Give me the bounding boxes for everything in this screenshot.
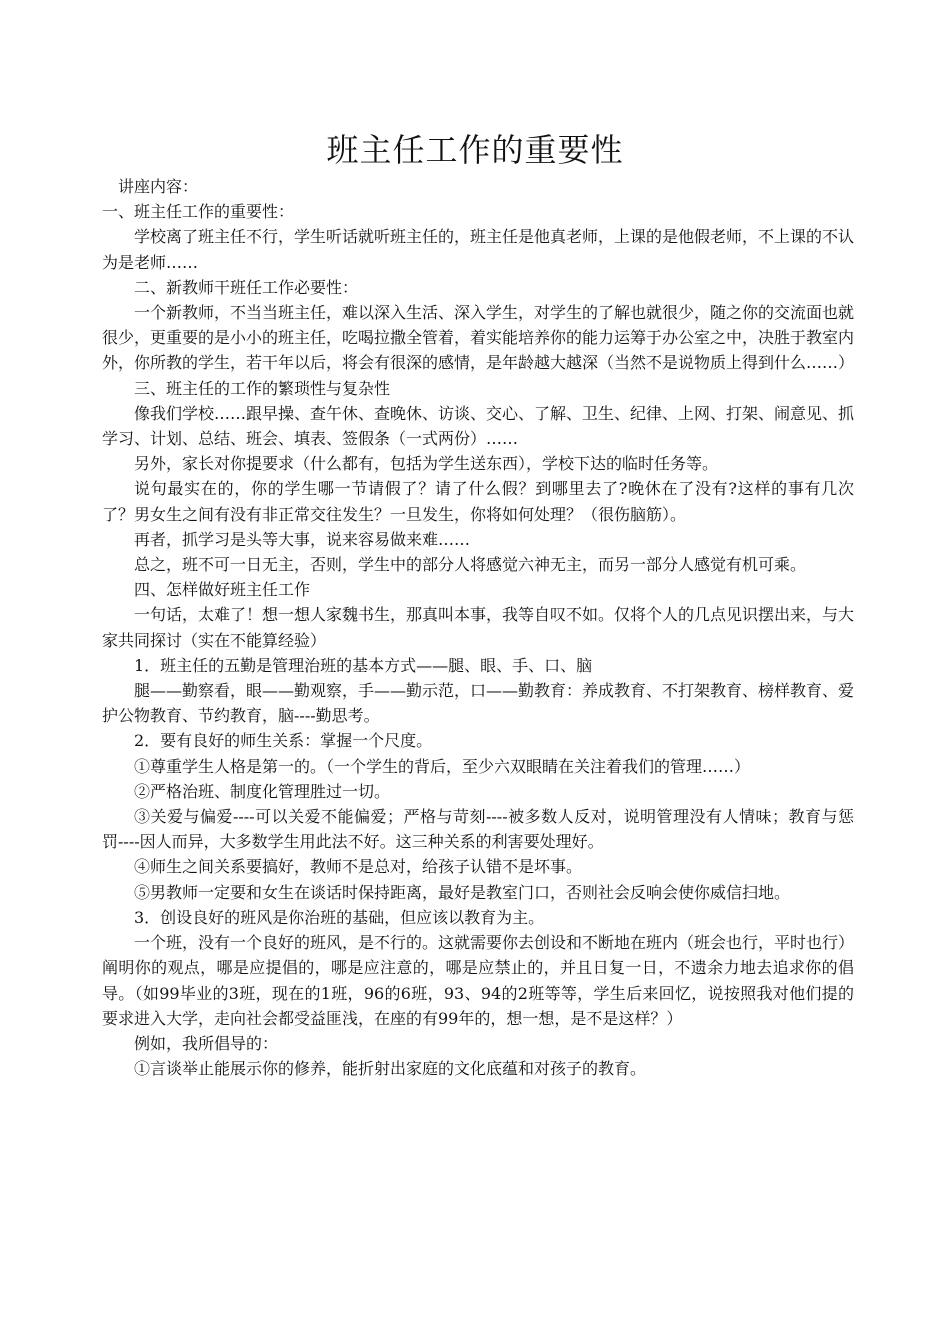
document-title: 班主任工作的重要性 bbox=[326, 131, 624, 169]
paragraph: 讲座内容： bbox=[118, 177, 199, 196]
paragraph: 2．要有良好的师生关系：掌握一个尺度。 bbox=[134, 731, 433, 751]
paragraph: 一句话，太难了！想一想人家魏书生，那真叫本事，我等自叹不如。仅将个人的几点见识摆出来，与大家共同探讨（实在不能算经验） bbox=[102, 605, 855, 650]
paragraph: 说句最实在的，你的学生哪一节请假了？请了什么假？到哪里去了?晚休在了没有?这样的事有几次了？男女生之间有没有非正常交往发生？一旦发生，你将如何处理？（很伤脑筋）。 bbox=[102, 479, 854, 524]
paragraph: ⑤男教师一定要和女生在谈话时保持距离，最好是教室门口，否则社会反响会使你威信扫地。 bbox=[134, 882, 791, 902]
paragraph: 腿——勤察看，眼——勤观察，手——勤示范，口——勤教育：养成教育、不打架教育、榜样教育、爱护公物教育、节约教育，脑----勤思考。 bbox=[102, 681, 855, 726]
paragraph: ②严格治班、制度化管理胜过一切。 bbox=[134, 781, 391, 801]
paragraph: ①言谈举止能展示你的修养，能折射出家庭的文化底蕴和对孩子的教育。 bbox=[134, 1059, 647, 1079]
paragraph: ③关爱与偏爱----可以关爱不能偏爱；严格与苛刻----被多数人反对，说明管理没有人情味；教育与惩罚----因人而异，大多数学生用此法不好。这三种关系的利害要处理好。 bbox=[102, 807, 854, 852]
paragraph: 二、新教师干班任工作必要性： bbox=[134, 277, 359, 297]
paragraph: 三、班主任的工作的繁琐性与复杂性 bbox=[134, 378, 391, 398]
paragraph: 一个新教师，不当当班主任，难以深入生活、深入学生，对学生的了解也就很少，随之你的交流面也就很少，更重要的是小小的班主任，吃喝拉撒全管着，着实能培养你的能力运筹于办公室之中，决胜于教室内外，你所教的学生，若干年以后，将会有很深的感情，是年龄越大越深（当然不是说物质上得到什么……） bbox=[102, 303, 855, 373]
paragraph: 再者，抓学习是头等大事，说来容易做来难…… bbox=[134, 529, 471, 549]
paragraph: ①尊重学生人格是第一的。（一个学生的背后，至少六双眼睛在关注着我们的管理……） bbox=[134, 756, 751, 776]
paragraph: 一个班，没有一个良好的班风，是不行的。这就需要你去创设和不断地在班内（班会也行，平时也行）阐明你的观点，哪是应提倡的，哪是应注意的，哪是应禁止的，并且日复一日，不遗余力地去追求你的倡导。（如99毕业的3班，现在的1班，96的6班，93、94的2班等等，学生后来回忆，说按照我对他们提的要求进入大学，走向社会都受益匪浅，在座的有99年的，想一想，是不是这样？） bbox=[102, 933, 855, 1028]
paragraph: 例如，我所倡导的： bbox=[134, 1033, 279, 1053]
paragraph: 3．创设良好的班风是你治班的基础，但应该以教育为主。 bbox=[134, 907, 545, 927]
paragraph: 像我们学校……跟早操、查午休、查晚休、访谈、交心、了解、卫生、纪律、上网、打架、闹意见、抓学习、计划、总结、班会、填表、签假条（一式两份）…… bbox=[102, 403, 855, 449]
paragraph: 1．班主任的五勤是管理治班的基本方式——腿、眼、手、口、脑 bbox=[134, 655, 593, 675]
paragraph: 四、怎样做好班主任工作 bbox=[134, 580, 311, 600]
paragraph: 一、班主任工作的重要性： bbox=[102, 202, 295, 222]
paragraph: ④师生之间关系要搞好，教师不是总对，给孩子认错不是坏事。 bbox=[134, 857, 583, 877]
paragraph: 另外，家长对你提要求（什么都有，包括为学生送东西），学校下达的临时任务等。 bbox=[134, 454, 719, 474]
paragraph: 总之，班不可一日无主，否则，学生中的部分人将感觉六神无主，而另一部分人感觉有机可乘。 bbox=[134, 555, 807, 575]
document-body bbox=[102, 174, 854, 1081]
paragraph: 学校离了班主任不行，学生听话就听班主任的，班主任是他真老师，上课的是他假老师，不上课的不认为是老师…… bbox=[102, 227, 855, 272]
